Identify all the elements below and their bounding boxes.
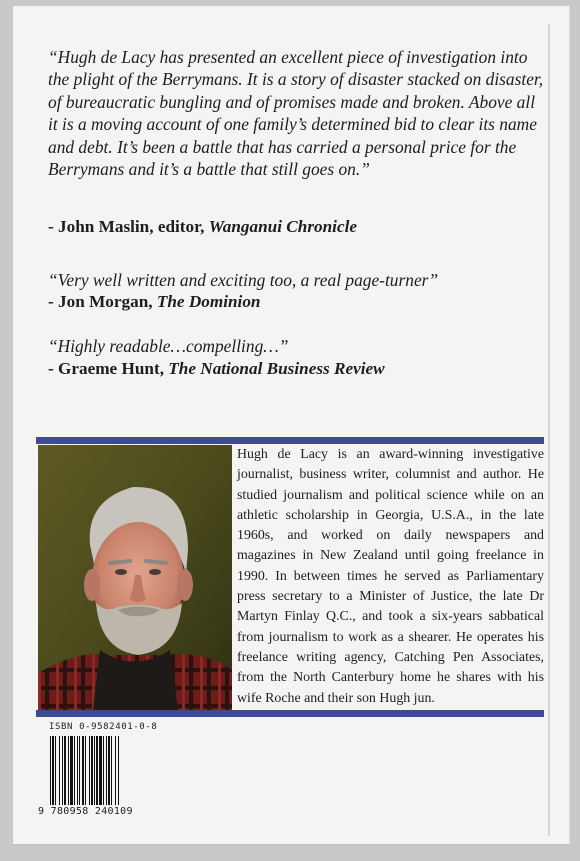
attribution-source: Wanganui Chronicle — [208, 217, 357, 236]
quote-attribution — [48, 216, 357, 238]
barcode-number: 9 780958 240109 — [38, 806, 133, 817]
quote-text: “Hugh de Lacy has presented an excellent piece of investigation into the plight of the Berrymans. It is a story of disaster stacked on disaster, of bureaucratic bungling and of promises made and broken. Above all it is a moving account of one family’s determined bid to clear its name and debt. It’s been a battle that has carried a personal price for the Berrymans and it’s a battle that still goes on.” — [48, 47, 544, 180]
attribution-source: The National Business Review — [168, 359, 385, 378]
attribution-name: - Graeme Hunt, — [48, 359, 164, 378]
barcode-icon — [50, 736, 148, 805]
quote-attribution — [48, 291, 260, 313]
author-photo — [38, 445, 232, 710]
author-bio: Hugh de Lacy is an award-winning investigative journalist, business writer, columnist and author. He studied journalism and political science while on an athletic scholarship in Georgia, U.S.A., in the late 1960s, and worked on daily newspapers and magazines in New Zealand until going freelance in 1990. In between times he served as Parliamentary press secretary to a Minister of Justice, the late Dr Martyn Finlay Q.C., and took a six-years sabbatical from journalism to work as a shearer. He operates his freelance writing agency, Catching Pen Associates, from the North Canterbury home he shares with his wife Roche and their son Hugh jun. — [237, 447, 544, 706]
accent-bar-top — [36, 437, 544, 444]
attribution-name: - John Maslin, editor, — [48, 217, 205, 236]
author-portrait-icon — [38, 445, 232, 710]
attribution-name: - Jon Morgan, — [48, 292, 153, 311]
quote-attribution — [48, 358, 385, 380]
quote-text: “Highly readable…compelling…” — [48, 336, 289, 356]
quote-text: “Very well written and exciting too, a real page-turner” — [48, 270, 439, 290]
cover-edge — [548, 24, 550, 836]
attribution-source: The Dominion — [156, 292, 261, 311]
accent-bar-bottom — [36, 710, 544, 717]
isbn-label: ISBN 0-9582401-0-8 — [49, 722, 158, 732]
